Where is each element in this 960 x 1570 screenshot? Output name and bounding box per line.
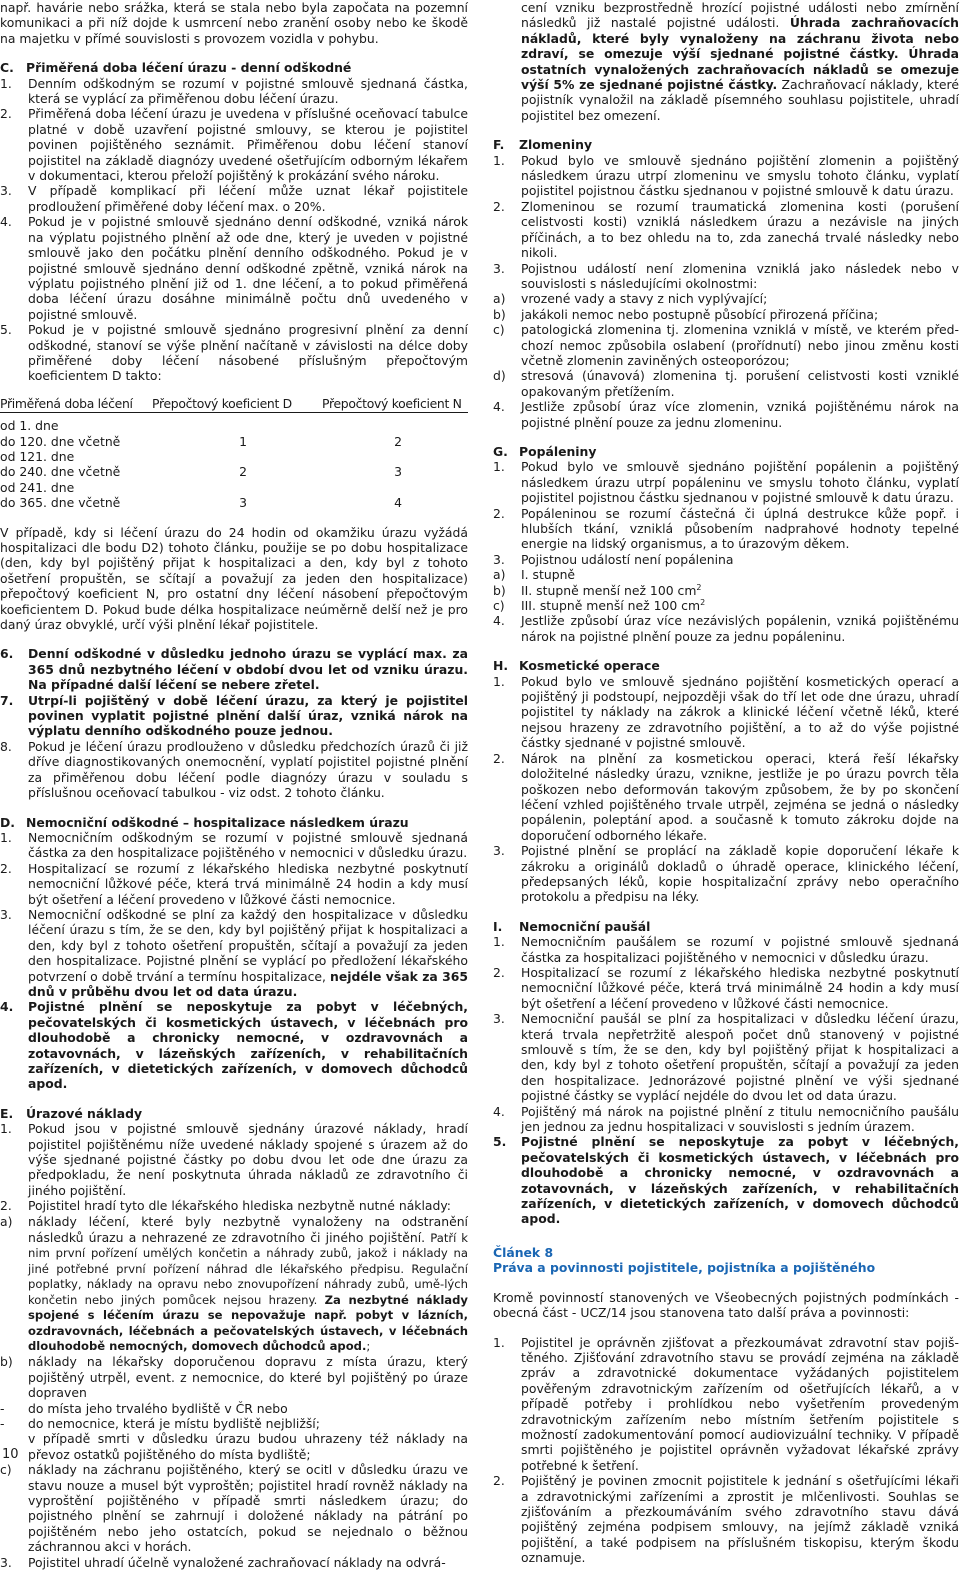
list-item xyxy=(493,843,959,905)
table-cell: do 120. dne včetně xyxy=(0,433,121,449)
list-item xyxy=(0,830,468,861)
table-header-row xyxy=(0,396,468,413)
item-number: 2. xyxy=(0,860,12,876)
item-number: b) xyxy=(0,1354,13,1370)
list-item xyxy=(493,598,959,613)
list-item xyxy=(0,1462,468,1554)
list-item xyxy=(0,646,468,692)
item-text: Pojistitel hradí tyto dle lékařského hlediska nezbytně nutné náklady: xyxy=(28,1198,451,1214)
item-number: 6. xyxy=(0,646,14,662)
item-text: Hospitalizací se rozumí z lékařského hlediska nezbytné poskytnutí nemocniční lůžkové péče, která trvá minimálně 24 hodin a kdy musí být ošetření a léčení provedeno v lůžkové části nemocnice. xyxy=(521,964,959,1011)
item-text: Patří k nim první pořízení umělých končetin a náhrady zubů, jakož i náklady na jiné potřebné první pořízení náhrad dle lékařského předpisu. Regulační poplatky, náklady na opravu nebo znovupořízení náhrady zubů, umě-lých končetin nebo jiných pomůcek nejsou hrazeny. xyxy=(28,1231,468,1307)
section-f-heading xyxy=(493,137,959,152)
item-letter: c) xyxy=(493,322,505,338)
item-text: Pojistné plnění se proplácí na základě kopie doporučení lékaře k zákroku a originálů dokladů o úhradě operace, klinického léčení, předepsaných léků, kopie hospitalizační zprávy nebo operačního protokolu a předpisu na léky. xyxy=(521,843,959,905)
item-text: Pojistnou událostí není popálenina xyxy=(521,551,734,567)
item-text: V případě komplikací při léčení může uznat lékař pojistitele prodloužení přiměřené doby léčení max. o 20%. xyxy=(28,183,468,214)
item-text: v případě smrti v důsledku úrazu budou uhrazeny též náklady na převoz ostatků pojištěného do místa bydliště; xyxy=(28,1431,468,1462)
list-item xyxy=(0,1431,468,1462)
list-item xyxy=(0,693,468,739)
item-number: 3. xyxy=(0,906,12,922)
table-cell: od 241. dne xyxy=(0,479,75,495)
item-number: 4. xyxy=(493,399,505,415)
left-column xyxy=(0,0,468,1570)
list-item xyxy=(493,583,959,598)
item-text: Pokud bylo ve smlouvě sjednáno pojištění popálenin a pojištěný následkem úrazu utrpí popáleninu ve smyslu tohoto článku, vyplatí pojistitel pojistnou částku sjednanou v pojistné smlouvě k datu úrazu. xyxy=(521,459,959,506)
item-number: 1. xyxy=(0,829,12,845)
item-text: Utrpí-li pojištěný v době léčení úrazu, za který je pojistitel povinen vyplatit pojistné plnění další úraz, vzniká nárok na výplatu denního odškodného pouze jednou. xyxy=(28,692,468,739)
list-item xyxy=(0,907,468,999)
table-cell: do 240. dne včetně xyxy=(0,464,121,480)
table-cell: 2 xyxy=(239,464,247,480)
item-text: Denním odškodným se rozumí v pojistné smlouvě sjednaná částka, která se vyplácí za přiměřenou dobu léčení úrazu. xyxy=(28,75,468,107)
list-item xyxy=(0,1401,468,1416)
item-text: Denní odškodné v důsledku jednoho úrazu se vyplácí max. za 365 dnů nezbytného léčení v období dvou let od vzniku úrazu. Na případné další léčení se nebere zřetel. xyxy=(28,646,468,693)
section-c-number: C. xyxy=(0,60,14,76)
list-item xyxy=(493,934,959,965)
table-row xyxy=(0,480,468,511)
item-text: I. stupně xyxy=(521,567,576,583)
list-item xyxy=(493,307,959,322)
item-number: 8. xyxy=(0,738,12,754)
item-text: Pojistné plnění se neposkytuje za pobyt v léčebných, pečovatelských či kosmetických ústavech, v léčebnách pro dlouhodobě a chronicky nemocné, v ozdravovnách a zotavovnách, v lázeňských zařízeních, v rehabilitačních zařízeních, v dietetických zařízeních, v domovech důchodců apod. xyxy=(28,999,468,1092)
item-number: 7. xyxy=(0,692,14,708)
table-cell: 2 xyxy=(394,433,402,449)
item-number: c) xyxy=(0,1462,12,1478)
section-h-title: Kosmetické operace xyxy=(519,658,660,674)
list-item xyxy=(493,459,959,505)
item-text: III. stupně menší než 100 cm xyxy=(521,598,701,614)
continuation-paragraph xyxy=(493,0,959,123)
list-item xyxy=(0,1354,468,1400)
item-number: 4. xyxy=(493,613,505,629)
list-item xyxy=(493,613,959,644)
item-number: 5. xyxy=(493,1134,507,1150)
superscript: 2 xyxy=(696,582,702,592)
table-header: Přiměřená doba léčení xyxy=(0,395,133,411)
item-text: náklady na záchranu pojištěného, který se ocitl v důsledku úrazu ve stavu nouze a musel být vyproštěn; pojistitel hradí rovněž náklady na vyproštění pojištěného v případě smrti následkem úrazu; do pojistného plnění se zahrnují i doložené náklady na pátrání po pojištěném nebo jeho ostatcích, pokud se nejednalo o běžnou záchrannou akci v horách. xyxy=(28,1462,468,1555)
item-number: 2. xyxy=(0,1198,12,1214)
item-text: Nárok na plnění za kosmetickou operaci, která řeší lékařsky doložitelné následky úrazu, vznikne, jestliže je po úrazu povrch těla poškozen nebo deformován takovým způsobem, že by po skončení léčení vzhled pojištěného trvale utrpěl, zejména se jedná o následky popálenin, poleptání apod. a současně k tomuto zákroku dojde na doporučení odborného lékaře. xyxy=(521,750,959,843)
item-text: Přiměřená doba léčení úrazu je uvedena v příslušné oceňovací tabulce platné v době uzavření pojistné smlouvy, se kterou je pojistitel povinen pojištěného seznámit. Přiměřenou dobu léčení stanoví pojistitel na základě diagnózy uvedené ošetřujícím odborným lékařem v dokumentaci, kterou přeloží pojištěný k prokázání svého nároku. xyxy=(28,106,468,184)
item-text: do místa jeho trvalého bydliště v ČR nebo xyxy=(28,1400,288,1416)
list-item xyxy=(0,214,468,322)
item-text: Pokud je léčení úrazu prodlouženo v důsledku předchozích úrazů či již dříve diagnostikovaných onemocnění, vyplatí pojistitel pojistné plnění za přiměřenou dobu léčení podle diagnózy úrazu v souladu s příslušnou oceňovací tabulkou - viz odst. 2 tohoto článku. xyxy=(28,738,468,801)
item-text: Pojištěný má nárok na pojistné plnění z titulu nemocničního paušálu jen jednou za jednu hospitalizaci v souvislosti s jedním úrazem. xyxy=(521,1103,959,1135)
superscript: 2 xyxy=(700,597,706,607)
item-number: 2. xyxy=(493,964,505,980)
section-e-title: Úrazové náklady xyxy=(26,1105,143,1121)
table-cell: do 365. dne včetně xyxy=(0,495,121,511)
section-i-heading xyxy=(493,919,959,934)
item-number: 3. xyxy=(493,843,505,859)
item-letter: c) xyxy=(493,598,505,614)
item-number: 2. xyxy=(493,750,505,766)
table-header: Přepočtový koeficient N xyxy=(322,395,462,411)
list-item xyxy=(493,199,959,261)
item-number: 3. xyxy=(0,183,12,199)
item-number: 2. xyxy=(493,505,505,521)
item-text: náklady léčení, které byly nezbytně vynaloženy na odstranění následků úrazu a nehrazené ze zdravotního či jiného pojištění. xyxy=(28,1213,468,1246)
item-text: jakákoli nemoc nebo postupně působící přirozená příčina; xyxy=(521,306,879,322)
list-item xyxy=(493,291,959,306)
table-cell: od 1. dne xyxy=(0,418,59,434)
section-e-heading xyxy=(0,1106,468,1121)
list-item xyxy=(0,322,468,384)
list-item xyxy=(493,1104,959,1135)
item-number: 4. xyxy=(0,999,14,1015)
section-d-number: D. xyxy=(0,814,15,830)
list-item xyxy=(493,751,959,843)
list-item xyxy=(493,965,959,1011)
section-d-title: Nemocniční odškodné – hospitalizace následkem úrazu xyxy=(26,814,409,830)
item-text: Pojištěný je povinen zmocnit pojistitele k jednání s ošetřujícími lékaři a zdravotnickými zařízeními a zprostit je mlčenlivosti. Souhlas se zjišťováním a přezkoumáváním svého zdravotního stavu dává pojištěný zejména podpisem smlouvy, na jejímž základě vzniká pojištění, a také podpisem na příslušném tiskopisu, kterým škodu oznamuje. xyxy=(521,1473,959,1566)
item-text: II. stupně menší než 100 cm xyxy=(521,582,697,598)
item-number: 2. xyxy=(493,198,505,214)
paragraph-text-bold: Úhrada zachraňovacích nákladů, které byly vynaloženy na záchranu života nebo zdraví, se omezuje výší sjednané pojistné částky. Úhrada ostatních vynaložených zachraňovacích nákladů se omezuje výší 5% ze sjednané pojistné částky. xyxy=(521,15,959,93)
item-letter: a) xyxy=(493,291,506,307)
list-item xyxy=(493,1473,959,1565)
article-intro: Kromě povinností stanovených ve Všeobecných pojistných podmínkách - obecná část - UCZ/14 jsou stanovena tato další práva a povinnosti: xyxy=(493,1289,959,1321)
item-bullet: - xyxy=(0,1415,5,1431)
item-text: Nemocniční odškodné se plní za každý den hospitalizace v důsledku léčení úrazu s tím, že se den, kdy byl pojištěný přijat k hospitalizaci a den, kdy byl z tohoto ošetření propuštěn, sčítají a považují za jeden den hospitalizace. Pojistné plnění se vyplácí po předložení lékařského potvrzení o době trvání a termínu hospitalizace, xyxy=(28,906,468,984)
list-item xyxy=(493,153,959,199)
table-cell: 3 xyxy=(239,495,247,511)
item-text: Pojistitel uhradí účelně vynaložené zachraňovací náklady na odvrá- xyxy=(28,1554,446,1570)
list-item xyxy=(0,1416,468,1431)
list-item xyxy=(493,1335,959,1474)
item-number: 2. xyxy=(493,1473,505,1489)
section-f-title: Zlomeniny xyxy=(519,137,593,153)
list-item xyxy=(0,999,468,1091)
item-text: Nemocničním paušálem se rozumí v pojistné smlouvě sjednaná částka za hospitalizaci pojištěného v nemocnici v důsledku úrazu. xyxy=(521,934,959,965)
list-item xyxy=(493,1011,959,1103)
list-item xyxy=(493,1134,959,1226)
item-number: 1. xyxy=(493,459,505,475)
item-text: Pojistitel je oprávněn zjišťovat a přezkoumávat zdravotní stav pojiš-těného. Zjišťování zdravotního stavu se provádí zejména na základě zpráv a zdravotnické dokumentace vyžádaných pojistitelem pověřeným zdravotnickým zařízením od ošetřujících lékařů, a v případě potřeby i prohlídkou nebo vyšetřením provedeným zdravotnickým zařízením nebo místním šetřením pojistitele s možností zadokumentování pomocí audiovizuální techniky. V případě smrti pojištěného je pojistitel oprávněn vyžadovat lékařské zprávy potřebné k šetření. xyxy=(521,1334,959,1473)
section-h-number: H. xyxy=(493,658,509,674)
list-item xyxy=(493,506,959,552)
item-number: 1. xyxy=(493,934,505,950)
list-item xyxy=(493,399,959,430)
list-item xyxy=(493,261,959,292)
list-item xyxy=(0,739,468,801)
item-number: 4. xyxy=(493,1103,505,1119)
item-text: vrozené vady a stavy z nich vyplývající; xyxy=(521,291,768,307)
item-number: 1. xyxy=(493,673,505,689)
item-text: Popáleninou se rozumí částečná či úplná destrukce kůže popř. i hlubších tkání, vzniklá působením nadprahové hodnoty tepelné energie na lidský organismus, a to úrazovým děkem. xyxy=(521,505,959,552)
table-cell: 3 xyxy=(394,464,402,480)
item-bullet: - xyxy=(0,1400,5,1416)
list-item xyxy=(0,1198,468,1213)
item-text: Nemocničním odškodným se rozumí v pojistné smlouvě sjednaná částka za den hospitalizace pojištěného v nemocnici v důsledku úrazu. xyxy=(28,829,468,861)
item-letter: d) xyxy=(493,368,506,384)
item-text: Hospitalizací se rozumí z lékařského hlediska nezbytné poskytnutí nemocniční lůžkové péče, která trvá minimálně 24 hodin a kdy musí být ošetření a léčení provedeno v lůžkové části nemocnice. xyxy=(28,860,468,907)
item-text: Zlomeninou se rozumí traumatická zlomenina kosti (porušení celistvosti kosti) vzniklá následkem úrazu a nezávisle na jiných příčinách, a to bez ohledu na to, zda zanechá trvalé následky nebo nikoli. xyxy=(521,198,959,261)
table-cell: 1 xyxy=(239,433,247,449)
item-number: 5. xyxy=(0,322,12,338)
article-number: Článek 8 xyxy=(493,1244,554,1260)
list-item xyxy=(0,183,468,214)
item-text: do nemocnice, která je místu bydliště nejbližší; xyxy=(28,1415,320,1431)
item-text: Pokud je v pojistné smlouvě sjednáno progresivní plnění za denní odškodné, stanoví se výše plnění načítaně v závislosti na délce doby přiměřené doby léčení násobené příslušným přepočtovým koeficientem D takto: xyxy=(28,322,468,384)
item-text: Pokud jsou v pojistné smlouvě sjednány úrazové náklady, hradí pojistitel pojištěnému níže uvedené náklady spojené s úrazem až do výše sjednané pojistné částky po dobu dvou let ode dne úrazu za předpokladu, že není poskytnuta úhrada nákladů ze zdravotního či jiného pojištění. xyxy=(28,1121,468,1198)
list-item xyxy=(493,368,959,399)
paragraph-text: cení vzniku bezprostředně hrozící pojistné události nebo zmírnění následků již nastalé pojistné události. xyxy=(521,0,959,31)
page-number: 10 xyxy=(2,1447,19,1462)
article-title: Práva a povinnosti pojistitele, pojistníka a pojištěného xyxy=(493,1260,876,1276)
intro-continuation: např. havárie nebo srážka, která se stala nebo byla započata na pozemní komunikaci a při níž dojde k usmrcení nebo zranění osoby nebo ke škodě na majetku v přímé souvislosti s provozem vozidla v pohybu. xyxy=(0,0,468,46)
section-g-number: G. xyxy=(493,443,508,459)
item-text: Jestliže způsobí úraz více nezávislých popálenin, vzniká pojištěnému nárok na pojistné plnění pouze za jednu popáleninu. xyxy=(521,613,959,644)
item-text: Pokud bylo ve smlouvě sjednáno pojištění kosmetických operací a pojištěný ji podstoupí, nejpozději však do tří let ode dne úrazu, uhradí pojistitel ty náklady na zákrok a klinické léčení včetně léků, které nejsou hrazeny ze zdravotního pojištění, a to až do výše pojistné částky sjednané v pojistné smlouvě. xyxy=(521,673,959,751)
item-text: patologická zlomenina tj. zlomenina vzniklá v místě, ve kterém před-chozí nemoc způsobila oslabení (prořídnutí) nebo jinou změnu kosti včetně zlomenin zaviněných osteoporózou; xyxy=(521,322,959,368)
list-item xyxy=(493,567,959,582)
item-letter: b) xyxy=(493,306,506,322)
item-number: 1. xyxy=(0,1121,12,1137)
item-number: 3. xyxy=(493,260,505,276)
list-item xyxy=(493,552,959,567)
table-cell: 4 xyxy=(394,495,402,511)
section-d-heading xyxy=(0,815,468,830)
section-e-number: E. xyxy=(0,1105,14,1121)
item-number: a) xyxy=(0,1213,13,1229)
section-i-title: Nemocniční paušál xyxy=(519,918,651,934)
table-row xyxy=(0,418,468,449)
list-item xyxy=(0,76,468,107)
section-c-heading xyxy=(0,60,468,75)
table-header: Přepočtový koeficient D xyxy=(152,395,292,411)
table-cell: od 121. dne xyxy=(0,448,75,464)
coefficient-table xyxy=(0,396,468,511)
item-text: Nemocniční paušál se plní za hospitalizaci v důsledku léčení úrazu, která trvala nepřetržitě alespoň počet dnů stanovený v pojistné smlouvě s tím, že se den, kdy byl pojištěný přijat k hospitalizaci a den, kdy byl z tohoto ošetření propuštěn, sčítají a považují za jeden den hospitalizace. Jednorázové pojistné plnění ve výši sjednané pojistné částky se vyplácí nejdéle do dvou let od data úrazu. xyxy=(521,1011,959,1104)
list-item xyxy=(0,1214,468,1355)
item-number: 4. xyxy=(0,214,12,230)
item-text-bold: nejdéle však za 365 dnů v průběhu dvou let od data úrazu. xyxy=(28,968,469,999)
item-number: 3. xyxy=(493,551,505,567)
section-i-number: I. xyxy=(493,918,503,934)
list-item xyxy=(493,674,959,751)
item-text-bold: Za nezbytné náklady spojené s léčením úrazu se nepovažuje např. pobyt v lázních, ozdravovnách, léčebnách a pečovatelských ústavech, v léčebnách dlouhodobě nemocných, domovech důchodců apod. xyxy=(28,1292,468,1353)
list-item xyxy=(0,1121,468,1198)
list-item xyxy=(0,1555,468,1570)
item-text: Pojistné plnění se neposkytuje za pobyt v léčebných, pečovatelských či kosmetických ústavech, v léčebnách pro dlouhodobě a chronicky nemocné, v ozdravovnách a zotavovnách, v lázeňských zařízeních, v rehabilitačních zařízeních, v dietetických zařízeních, v domovech důchodců apod. xyxy=(521,1134,959,1227)
item-text: Pokud bylo ve smlouvě sjednáno pojištění zlomenin a pojištěný následkem úrazu utrpí zlomeninu ve smyslu tohoto článku, vyplatí pojistitel pojistnou částku sjednanou v pojistné smlouvě k datu úrazu. xyxy=(521,152,959,199)
item-text: Pojistnou událostí není zlomenina vzniklá jako následek nebo v souvislosti s následujícími okolnostmi: xyxy=(521,260,959,291)
table-row xyxy=(0,449,468,480)
item-number: 1. xyxy=(493,1334,505,1350)
item-number: 1. xyxy=(493,152,505,168)
item-number: 3. xyxy=(493,1011,505,1027)
section-f-number: F. xyxy=(493,137,505,153)
list-item xyxy=(493,322,959,368)
item-number: 1. xyxy=(0,75,12,91)
item-text: Pokud je v pojistné smlouvě sjednáno denní odškodné, vzniká nárok na výplatu pojistného plnění až ode dne, který je uveden v pojistné smlouvě jako den počátku plnění denního odškodného. Pokud je v pojistné smlouvě sjednáno denní odškodné zpětně, vzniká nárok na výplatu pojistného plnění již od 1. dne léčení, a to pokud přiměřená doba léčení úrazu dosáhne minimálně počtu dnů uvedeného v pojistné smlouvě. xyxy=(28,214,468,322)
hospitalization-paragraph: V případě, kdy si léčení úrazu do 24 hodin od okamžiku úrazu vyžádá hospitalizaci dle bodu D2) tohoto článku, použije se po dobu hospitalizace (den, kdy byl pojištěný přijat k hospitalizaci a den, kdy byl z tohoto ošetření propuštěn, se sčítají a považují za jeden den hospitalizace) přepočtový koeficient N, pro ostatní dny léčení násobení přepočtovým koeficientem D. Pokud bude délka hospitalizace neúměrně delší než je pro daný úraz obvyklé, určí výši plnění lékař pojistitele. xyxy=(0,524,468,633)
item-letter: b) xyxy=(493,582,506,598)
right-column xyxy=(493,0,959,1566)
section-h-heading xyxy=(493,658,959,673)
item-text: Jestliže způsobí úraz více zlomenin, vzniká pojištěnému nárok na pojistné plnění pouze za jednu zlomeninu. xyxy=(521,399,959,430)
list-item xyxy=(0,861,468,907)
section-c-title: Přiměřená doba léčení úrazu - denní odškodné xyxy=(26,60,352,76)
item-number: 3. xyxy=(0,1554,12,1570)
item-text: náklady na lékařsky doporučenou dopravu z místa úrazu, který pojištěný utrpěl, event. z nemocnice, do které byl pojištěný po úraze dopraven xyxy=(28,1354,468,1401)
item-text: ; xyxy=(366,1338,371,1353)
list-item xyxy=(0,106,468,183)
item-text: stresová (únavová) zlomenina tj. porušení celistvosti kosti vzniklé opakovaným přetížením. xyxy=(521,368,959,399)
section-g-title: Popáleniny xyxy=(519,443,597,459)
item-number: 2. xyxy=(0,106,12,122)
item-letter: a) xyxy=(493,567,506,583)
section-g-heading xyxy=(493,444,959,459)
paragraph-text: Zachraňovací náklady, které pojistník vynaložil na základě písemného souhlasu pojistitele, uhradí pojistitel bez omezení. xyxy=(521,77,959,123)
